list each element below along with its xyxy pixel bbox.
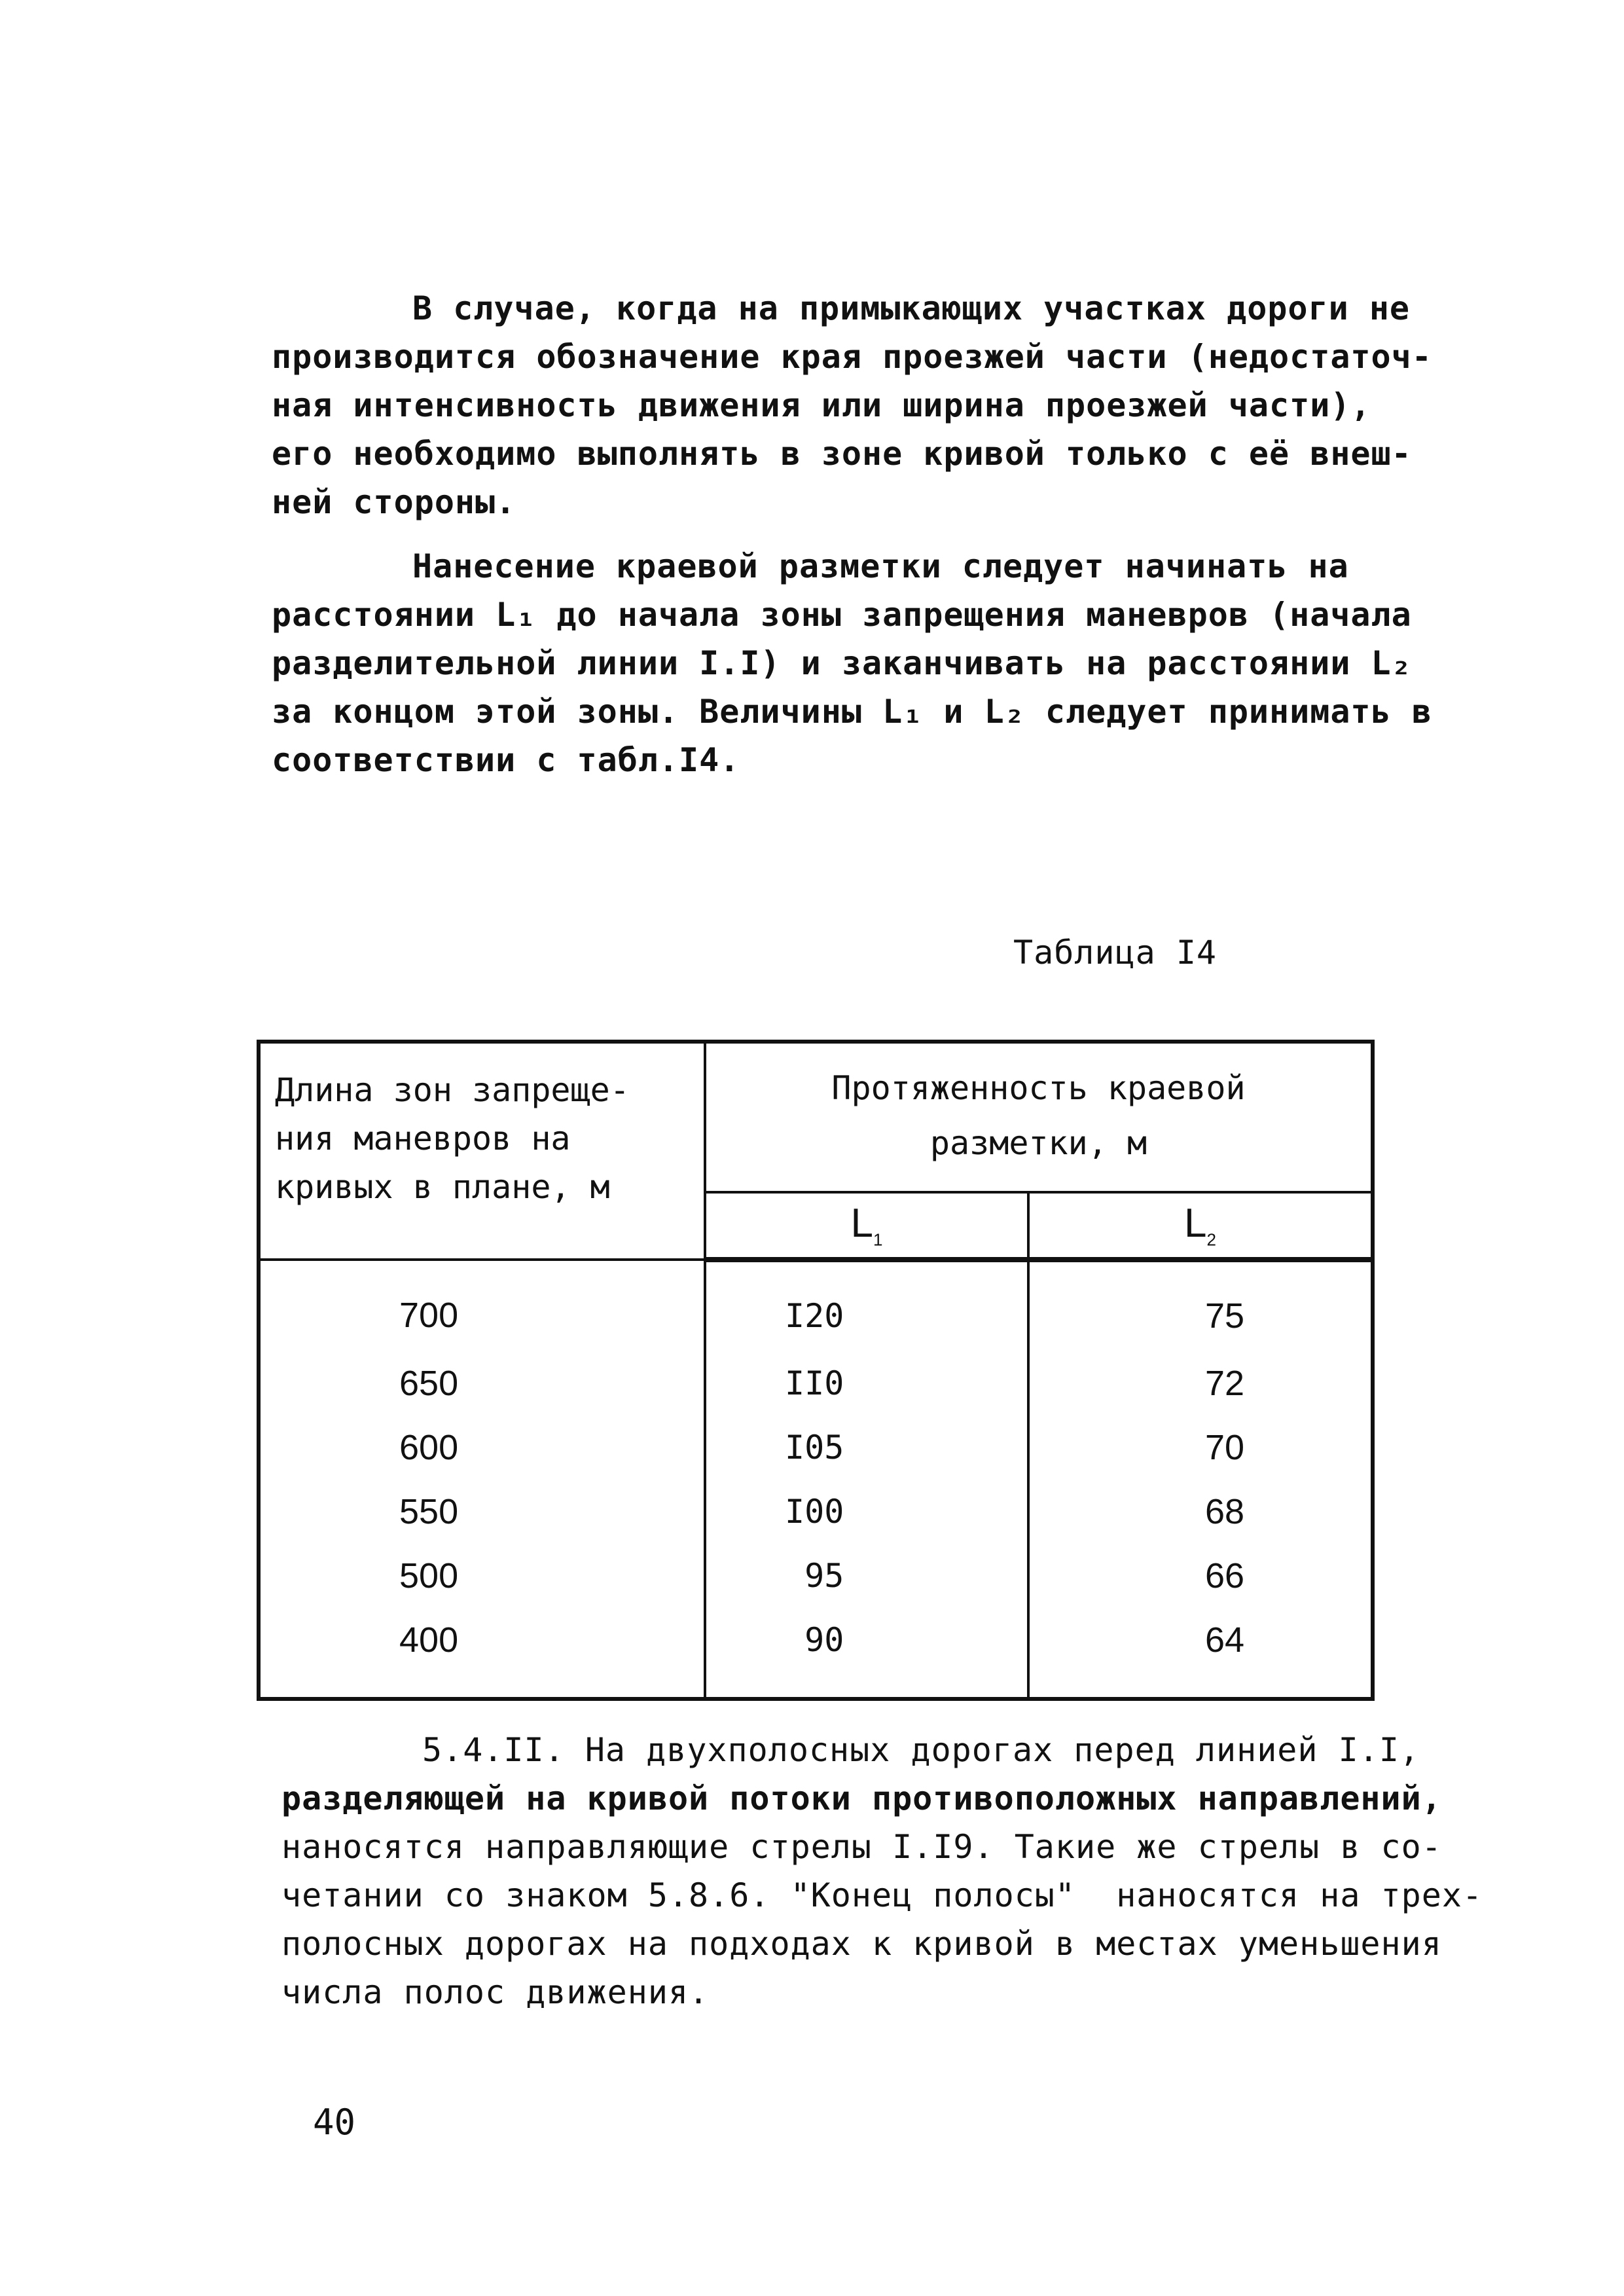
text-line: В случае, когда на примыкающих участках дороги не (412, 289, 1411, 327)
cell-length: 650 (259, 1351, 705, 1415)
cell-l2: 66 (1028, 1544, 1373, 1608)
header-marking-extent (705, 1042, 1373, 1192)
text-line: расстоянии L₁ до начала зоны запрещения маневров (начала (272, 596, 1412, 634)
header-zone-length (259, 1042, 705, 1260)
cell-l2: 68 (1028, 1480, 1373, 1544)
cell-l2: 64 (1028, 1608, 1373, 1699)
text-line: разделяющей на кривой потоки противоположных направлений, (281, 1779, 1442, 1817)
header-line: кривых в плане, м (275, 1168, 610, 1206)
cell-length: 600 (259, 1415, 705, 1480)
cell-length: 500 (259, 1544, 705, 1608)
header-line: Протяженность краевой (831, 1069, 1246, 1107)
header-l1-index: 1 (873, 1230, 883, 1250)
edge-marking-table (257, 1040, 1375, 1701)
text-line: ная интенсивность движения или ширина проезжей части), (272, 386, 1371, 424)
cell-l1: 90 (705, 1608, 1028, 1699)
cell-l1: I20 (705, 1260, 1028, 1351)
text-line: разделительной линии I.I) и заканчивать на расстоянии L₂ (272, 644, 1412, 682)
table-caption: Таблица I4 (1013, 934, 1218, 972)
text-line: полосных дорогах на подходах к кривой в местах уменьшения (281, 1925, 1442, 1963)
cell-l2: 70 (1028, 1415, 1373, 1480)
cell-l2: 75 (1028, 1260, 1373, 1351)
header-l1 (705, 1192, 1028, 1260)
text-line: за концом этой зоны. Величины L₁ и L₂ следует принимать в (272, 693, 1432, 731)
header-l1-letter: L (850, 1201, 873, 1247)
table-row (259, 1480, 1373, 1544)
table-row (259, 1544, 1373, 1608)
cell-l1: II0 (705, 1351, 1028, 1415)
header-l2-letter: L (1184, 1201, 1207, 1247)
table-row (259, 1415, 1373, 1480)
cell-l1: I05 (705, 1415, 1028, 1480)
table-row (259, 1260, 1373, 1351)
cell-l2: 72 (1028, 1351, 1373, 1415)
cell-l1: I00 (705, 1480, 1028, 1544)
cell-length: 700 (259, 1260, 705, 1351)
text-line: ней стороны. (272, 483, 516, 521)
header-line: ния маневров на (275, 1120, 571, 1157)
paragraph-edge-marking-distances (272, 542, 1432, 784)
text-line: соответствии с табл.I4. (272, 741, 740, 779)
paragraph-section-5-4-11 (281, 1726, 1483, 2016)
cell-length: 400 (259, 1608, 705, 1699)
header-l2-index: 2 (1206, 1230, 1216, 1250)
table-row (259, 1608, 1373, 1699)
text-line: числа полос движения. (281, 1973, 710, 2011)
table-row (259, 1351, 1373, 1415)
page-number: 40 (313, 2102, 356, 2143)
text-line: 5.4.II. На двухполосных дорогах перед линией I.I, (422, 1731, 1420, 1769)
cell-l1: 95 (705, 1544, 1028, 1608)
header-line: разметки, м (929, 1124, 1147, 1162)
text-line: производится обозначение края проезжей части (недостаточ- (272, 338, 1432, 376)
header-l2 (1028, 1192, 1373, 1260)
header-line: Длина зон запреще- (275, 1071, 630, 1109)
text-line: Нанесение краевой разметки следует начинать на (412, 547, 1349, 585)
text-line: его необходимо выполнять в зоне кривой только с её внеш- (272, 435, 1412, 473)
text-line: наносятся направляющие стрелы I.I9. Такие же стрелы в со- (281, 1828, 1442, 1866)
text-line: четании со знаком 5.8.6. "Конец полосы" наносятся на трех- (281, 1876, 1483, 1914)
paragraph-edge-marking-case (272, 284, 1432, 526)
cell-length: 550 (259, 1480, 705, 1544)
